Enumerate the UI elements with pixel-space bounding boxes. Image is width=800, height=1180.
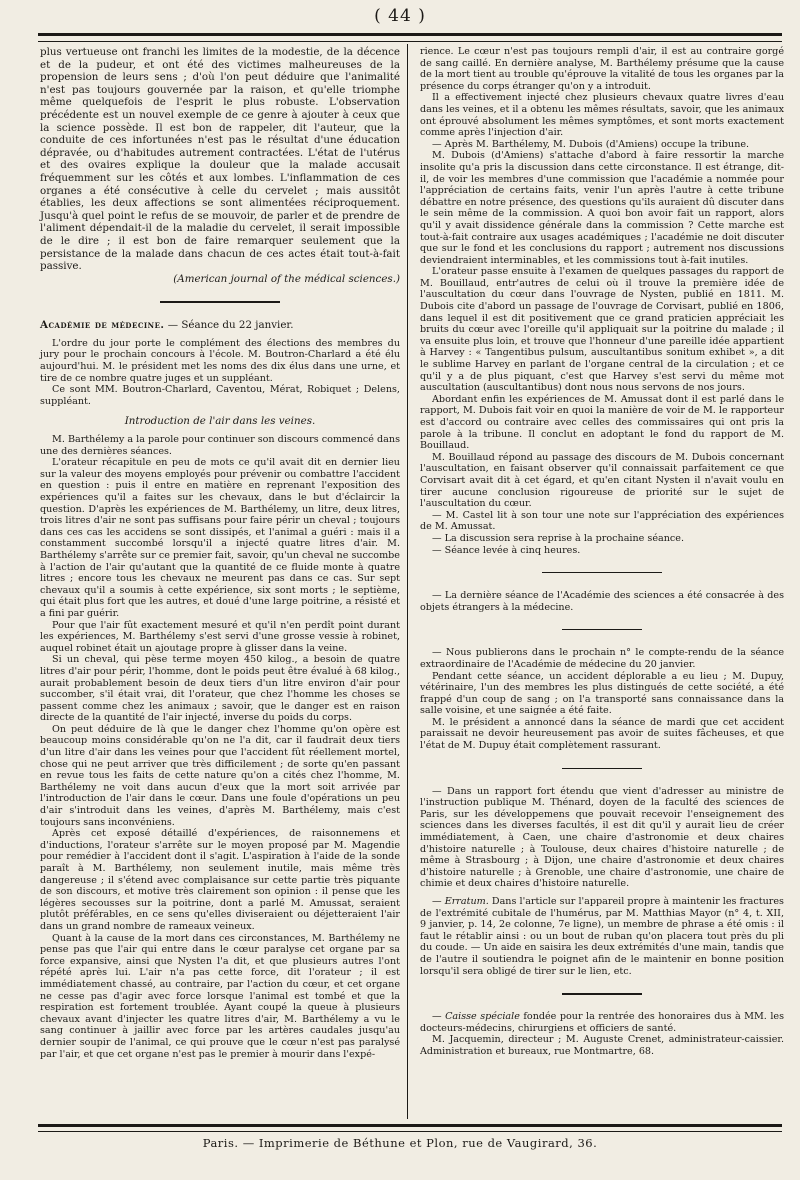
paragraph: L'orateur récapitule en peu de mots ce qu'il avait dit en dernier lieu sur la valeur des moyens employés pour prévenir ou combattre l'accident en question : puis il entre en matière en reprenant l'exposition des expériences qu'il a faites sur les chevaux, dans le but d'éclaircir la question. D'après les expériences de M. Barthélemy, un litre, deux litres, trois litres d'air ne sont pas suffisans pour faire périr un cheval ; toujours dans ces cas les accidens se sont dissipés, et l'animal a guéri : mais il a constamment succombé lorsqu'il a injecté quatre litres d'air. M. Barthélemy s'arrête sur ce premier fait, savoir, qu'un cheval ne succombe à l'action de l'air qu'autant que la quantité de ce fluide monte à quatre litres ; encore tous les chevaux ne meurent pas dans ce cas. Sur sept chevaux qu'il a soumis à cette expérience, six sont morts ; le septième, qui était plus fort que les autres, et doué d'une large poitrine, a résisté et a fini par guérir. <box>40 457 400 619</box>
section-separator <box>160 297 280 307</box>
paragraph: Ce sont MM. Boutron-Charlard, Caventou, Mérat, Robiquet ; Delens, suppléant. <box>40 384 400 407</box>
paragraph: Il a effectivement injecté chez plusieurs chevaux quatre livres d'eau dans les veines, et il a obtenu les mêmes résultats, savoir, que les animaux ont éprouvé absolument les mêmes symptômes, et sont morts exactement comme après l'injection d'air. <box>420 92 784 139</box>
paragraph: Après cet exposé détaillé d'expériences, de raisonnemens et d'inductions, l'orateur s'arrête sur le moyen proposé par M. Magendie pour remédier à l'accident dont il s'agit. L'aspiration à l'aide de la sonde paraît à M. Barthélemy, non seulement inutile, mais même très dangereuse ; il s'étend avec complaisance sur cette partie très piquante de son discours, et motive très clairement son opinion : il pense que les légères secousses sur la poitrine, dont a parlé M. Amussat, seraient plutôt préférables, en ce sens qu'elles diviseraient ou déjetteraient l'air dans un grand nombre de rameaux veineux. <box>40 828 400 932</box>
academy-title: Académie de médecine. <box>40 319 165 332</box>
paragraph: L'orateur passe ensuite à l'examen de quelques passages du rapport de M. Bouillaud, entr'autres de celui où il trouve la première idée de l'auscultation du cœur dans l'ouvrage de Nysten, publié en 1811. M. Dubois cite d'abord un passage de l'ouvrage de Corvisart, publié en 1806, dans lequel il est dit positivement que ce grand praticien appréciait les bruits du cœur avec l'oreille qu'il appliquait sur la poitrine du malade ; il va ensuite plus loin, et trouve que l'honneur d'une pareille idée appartient à Harvey : « Tangentibus pulsum, auscultantibus sonitum exhibet », a dit le sublime Harvey en parlant de l'organe central de la circulation ; et ce qu'il y a de plus piquant, c'est que Harvey s'est servi du même mot auscultation (auscultantibus) dont nous nous servons de nos jours. <box>420 266 784 394</box>
paragraph: Pour que l'air fût exactement mesuré et qu'il n'en perdît point durant les expériences, M. Barthélemy s'est servi d'une grosse vessie à robinet, auquel robinet était un ajoutage propre à glisser dans la veine. <box>40 619 400 654</box>
paragraph: — M. Castel lit à son tour une note sur l'appréciation des expériences de M. Amussat. <box>420 509 784 533</box>
paragraph: On peut déduire de là que le danger chez l'homme qu'on opère est beaucoup moins considérable qu'on ne l'a dit, car il faudrait deux tiers d'un litre d'air dans les veines pour que l'accident fût réellement mortel, chose qui ne peut arriver que très difficilement ; de sorte qu'en passant en revue tous les faits de cette nature qu'on a cités chez l'homme, M. Barthélemy ne voit dans aucun d'eux que la mort soit arrivée par l'introduction de l'air dans le cœur. Dans une foule d'opérations un peu d'air s'introduit dans les veines, d'après M. Barthélemy, mais c'est toujours sans inconvéniens. <box>40 723 400 828</box>
top-rule <box>38 33 782 42</box>
section-separator <box>562 989 642 999</box>
section-separator <box>562 764 642 774</box>
source-citation: (American journal of the médical sciences.) <box>173 272 400 285</box>
paragraph: M. Jacquemin, directeur ; M. Auguste Crenet, administrateur-caissier. Administration et bureaux, rue Montmartre, 68. <box>420 1034 784 1057</box>
paragraph: Quant à la cause de la mort dans ces circonstances, M. Barthélemy ne pense pas que l'air qui entre dans le cœur paralyse cet organe par sa force expansive, ainsi que Nysten l'a dit, et que plusieurs autres l'ont répété après lui. L'air n'a pas cette force, dit l'orateur ; il est immédiatement chassé, au contraire, par l'action du cœur, et cet organe ne cesse pas d'agir avec force lorsque l'animal est tombé et que la respiration est fortement troublée. Ayant coupé la queue à plusieurs chevaux avant d'injecter les quatre litres d'air, M. Barthélemy a vu le sang continuer à jaillir avec force par les artères caudales jusqu'au dernier soupir de l'animal, ce qui prouve que le cœur n'est pas paralysé par l'air, et que cet organe n'est pas le premier à mourir dans l'expé- <box>40 932 400 1060</box>
paragraph: M. le président a annoncé dans la séance de mardi que cet accident paraissait ne devoir heureusement pas avoir de suites fâcheuses, et que l'état de M. Dupuy était complètement rassurant. <box>420 716 784 752</box>
paragraph: rience. Le cœur n'est pas toujours rempli d'air, il est au contraire gorgé de sang caillé. En dernière analyse, M. Barthélemy présume que la cause de la mort tient au trouble qu'éprouve la vitalité de tous les organes par la présence du corps étranger qu'on y a introduit. <box>420 46 784 92</box>
page-number: ( 44 ) <box>374 6 426 26</box>
imprint-footer: Paris. — Imprimerie de Béthune et Plon, rue de Vaugirard, 36. <box>202 1136 598 1150</box>
paragraph: — Dans un rapport fort étendu que vient d'adresser au ministre de l'instruction publique M. Thénard, doyen de la faculté des sciences de Paris, sur les développemens que pouvait recevoir l'enseignement des sciences dans les diverses facultés, il est dit qu'il y aurait lieu de créer immédiatement, à Caen, une chaire d'astronomie et deux chaires d'histoire naturelle ; à Toulouse, deux chaires d'histoire naturelle ; de même à Strasbourg ; à Dijon, une chaire d'astronomie et deux chaires d'histoire naturelle ; à Grenoble, une chaire d'astronomie, une chaire de chimie et deux chaires d'histoire naturelle. <box>420 785 784 890</box>
paragraph: Si un cheval, qui pèse terme moyen 450 kilog., a besoin de quatre litres d'air pour périr, l'homme, dont le poids peut être évalué à 68 kilog., aurait probablement besoin de deux tiers d'un litre environ d'air pour succomber, s'il était vrai, dit l'orateur, que chez l'homme les choses se passent comme chez les animaux ; savoir, que le danger est en raison directe de la quantité de l'air injecté, inverse du poids du corps. <box>40 654 400 724</box>
footer-rule <box>38 1124 782 1132</box>
paragraph: — Nous publierons dans le prochain n° le compte-rendu de la séance extraordinaire de l'Académie de médecine du 20 janvier. <box>420 647 784 670</box>
paragraph: M. Dubois (d'Amiens) s'attache d'abord à faire ressortir la marche insolite qu'a pris la discussion dans cette circonstance. Il est étrange, dit-il, de voir les membres d'une commission que l'académie a nommée pour l'appréciation de certains faits, venir l'un après l'autre à cette tribune débattre en notre présence, des questions qu'ils auraient dû discuter dans le sein même de la commission. A quoi bon avoir fait un rapport, alors qu'il y avait dissidence générale dans la commission ? Cette marche est tout-à-fait contraire aux usages académiques ; l'académie ne doit discuter que sur le fond et les conclusions du rapport ; autrement nos discussions deviendraient interminables, et les commissions tout à-fait inutiles. <box>420 150 784 266</box>
erratum-paragraph <box>420 896 784 977</box>
erratum-text: Dans l'article sur l'appareil propre à maintenir les fractures de l'extrémité cubitale de l'humérus, par M. Matthias Mayor (n° 4, t. XII, 9 janvier, p. 14, 2e colonne, 7e ligne), un membre de phrase a été omis : il faut le rétablir ainsi : ou un bout de ruban qu'on placera tout près du pli du coude. — Un aide en saisira les deux extrémités d'une main, tandis que de l'autre il soutiendra le poignet afin de le maintenir en bonne position lorsqu'il sera obligé de tirer sur le lien, etc. <box>420 896 784 977</box>
paragraph: — La dernière séance de l'Académie des sciences a été consacrée à des objets étrangers à la médecine. <box>420 590 784 613</box>
paragraph: Pendant cette séance, un accident déplorable a eu lieu ; M. Dupuy, vétérinaire, l'un des membres les plus distingués de cette société, a été frappé d'un coup de sang ; on l'a transporté sans connaissance dans la salle voisine, et une saignée a été faite. <box>420 670 784 717</box>
paragraph: L'ordre du jour porte le complément des élections des membres du jury pour le prochain concours à l'école. M. Boutron-Charlard a été élu aujourd'hui. M. le président met les noms des dix élus dans une urne, et tire de ce nombre quatre juges et un suppléant. <box>40 337 400 384</box>
paragraph: Abordant enfin les expériences de M. Amussat dont il est parlé dans le rapport, M. Dubois fait voir en quoi la manière de voir de M. le rapporteur est d'accord ou contraire avec celles des commissaires qui ont pris la parole à la tribune. Il conclut en adoptant le fond du rapport de M. Bouillaud. <box>420 393 784 452</box>
subsection-title: Introduction de l'air dans les veines. <box>124 415 316 428</box>
section-separator <box>542 568 662 578</box>
column-divider <box>407 44 408 1119</box>
paragraph: plus vertueuse ont franchi les limites de la modestie, de la décence et de la pudeur, et ont été des victimes malheureuses de la propension de leurs sens ; d'où l'on peut déduire que l'animalité n'est pas toujours gouvernée par la raison, et qu'elle triomphe même quelquefois de l'esprit le plus robuste. L'observation précédente est un nouvel exemple de ce genre à ajouter à ceux que la science possède. Il est bon de rappeler, dit l'auteur, que la conduite de ces infortunées n'est pas le résultat d'une éducation dépravée, ou d'habitudes autrement contractées. L'état de l'utérus et des ovaires explique la douleur que la malade accusait fréquemment sur les côtés et aux lombes. L'inflammation de ces organes a été consécutive à celle du cervelet ; mais aussitôt établies, les deux affections se sont alimentées réciproquement. Jusqu'à quel point le refus de se mouvoir, de parler et de prendre de l'aliment dépendait-il de la maladie du cervelet, il serait impossible de le dire ; il est bon de faire remarquer seulement que la persistance de la malade dans chacun de ces actes était tout-à-fait passive. <box>40 46 400 273</box>
paragraph: M. Barthélemy a la parole pour continuer son discours commencé dans une des dernières séances. <box>40 434 400 457</box>
section-separator <box>562 625 642 635</box>
caisse-text: fondée pour la rentrée des honoraires dus à MM. les docteurs-médecins, chirurgiens et officiers de santé. <box>420 1011 784 1034</box>
erratum-label: — Erratum. <box>432 896 489 907</box>
right-column <box>420 46 784 1058</box>
paragraph: — Séance levée à cinq heures. <box>432 544 581 556</box>
paragraph: — Après M. Barthélemy, M. Dubois (d'Amiens) occupe la tribune. <box>432 138 750 150</box>
paragraph: M. Bouillaud répond au passage des discours de M. Dubois concernant l'auscultation, en faisant observer qu'il connaissait parfaitement ce que Corvisart avait dit à cet égard, et qu'en citant Nysten il n'avait voulu en tirer aucune conclusion rigoureuse de priorité sur le sujet de l'auscultation du cœur. <box>420 451 784 510</box>
caisse-label: — Caisse spéciale <box>432 1011 520 1023</box>
left-column <box>40 46 400 1060</box>
academy-date: — Séance du 22 janvier. <box>164 319 294 332</box>
section-heading-academy <box>40 319 400 332</box>
caisse-paragraph <box>420 1011 784 1034</box>
paragraph: — La discussion sera reprise à la prochaine séance. <box>432 532 685 544</box>
